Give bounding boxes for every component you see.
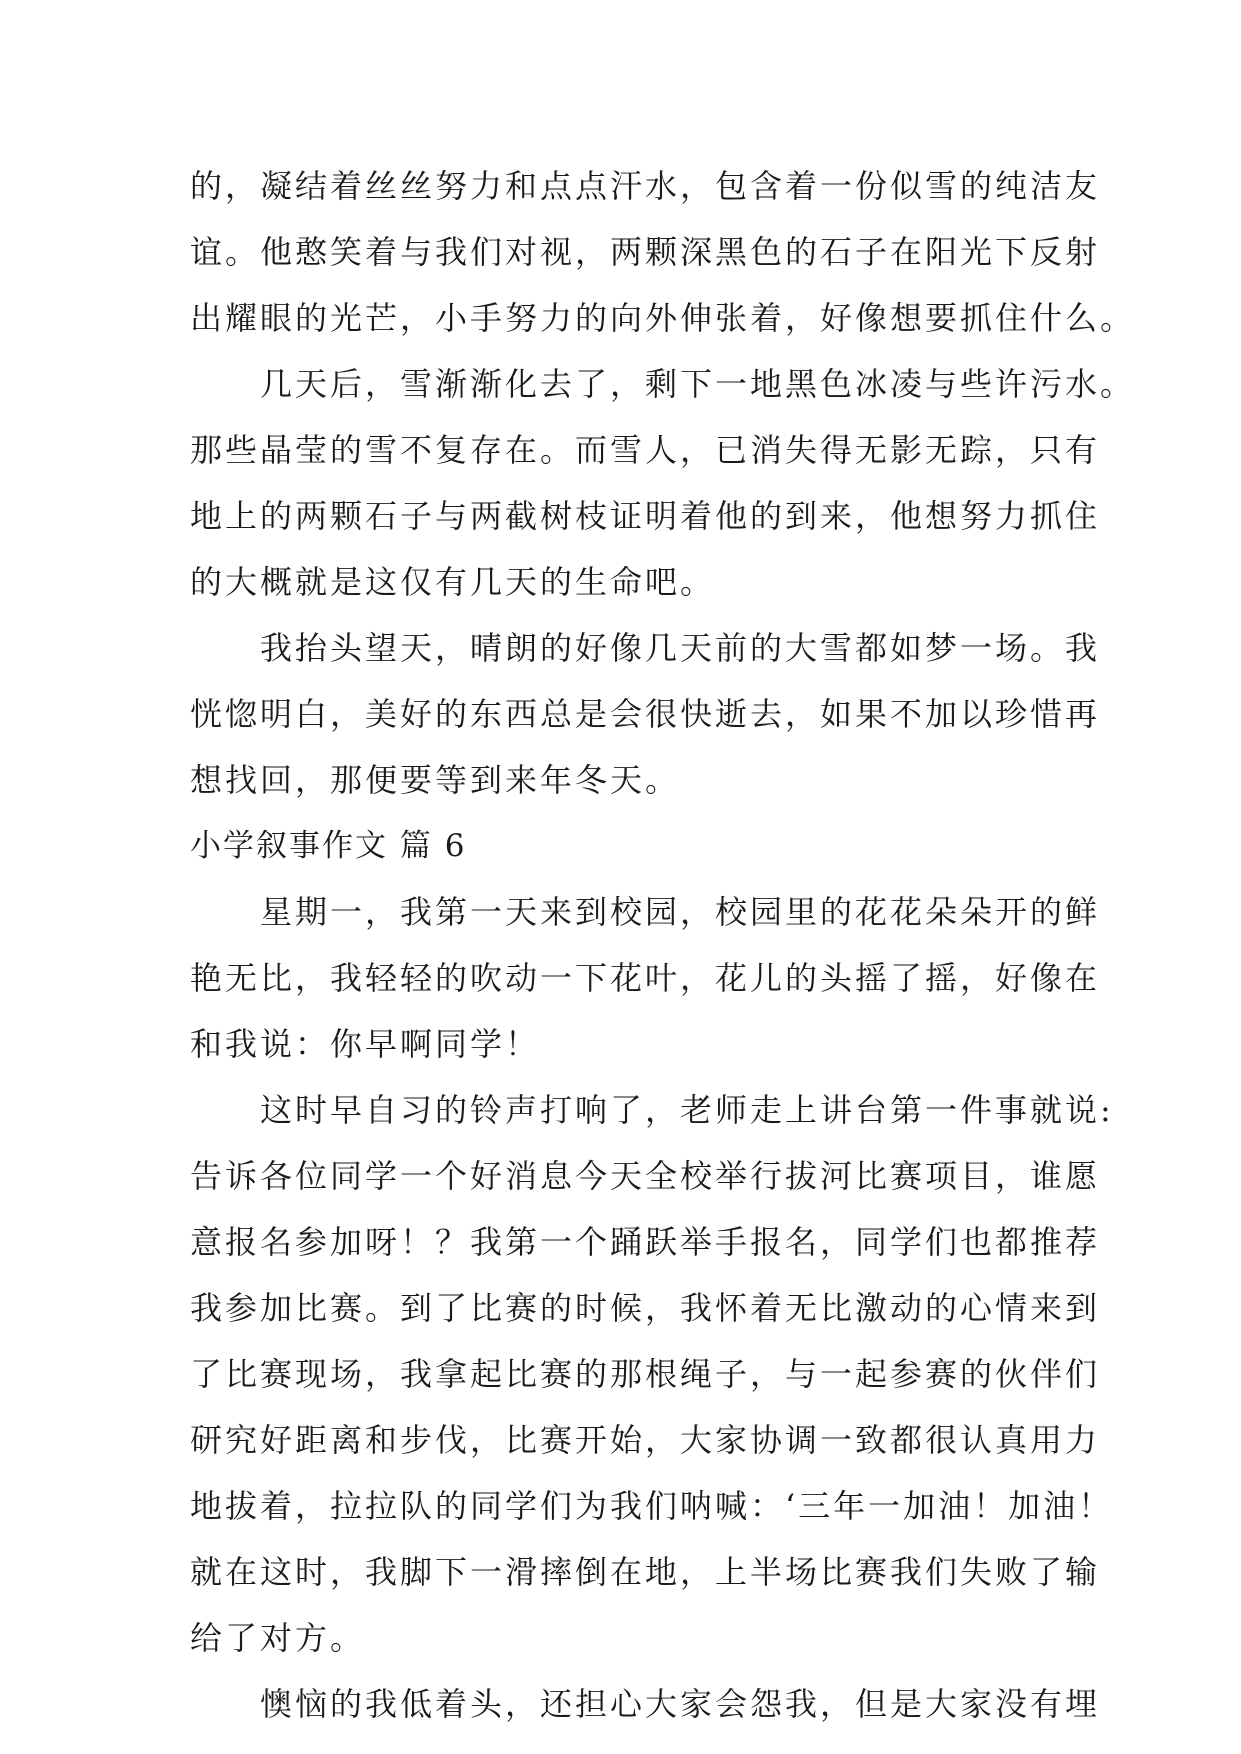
paragraph-start-line: 我抬头望天，晴朗的好像几天前的大雪都如梦一场。我 (260, 629, 1101, 667)
paragraph-start-line: 这时早自习的铃声打响了，老师走上讲台第一件事就说: (260, 1091, 1114, 1129)
text-line: 那些晶莹的雪不复存在。而雪人，已消失得无影无踪，只有 (190, 431, 1101, 469)
text-line: 研究好距离和步伐，比赛开始，大家协调一致都很认真用力 (190, 1421, 1101, 1459)
text-line: 的大概就是这仅有几天的生命吧。 (190, 563, 716, 601)
text-line: 想找回，那便要等到来年冬天。 (190, 761, 681, 799)
document-page (190, 153, 1136, 1737)
text-line: 艳无比，我轻轻的吹动一下花叶，花儿的头摇了摇，好像在 (190, 959, 1101, 997)
text-line: 地拔着，拉拉队的同学们为我们呐喊：‘三年一加油！加油！ (190, 1487, 1114, 1525)
text-line: 了比赛现场，我拿起比赛的那根绳子，与一起参赛的伙伴们 (190, 1355, 1101, 1393)
text-line: 谊。他憨笑着与我们对视，两颗深黑色的石子在阳光下反射 (190, 233, 1101, 271)
text-line: 意报名参加呀！？我第一个踊跃举手报名，同学们也都推荐 (190, 1223, 1101, 1261)
paragraph-start-line: 懊恼的我低着头，还担心大家会怨我，但是大家没有埋 (260, 1685, 1101, 1723)
paragraph-start-line: 星期一，我第一天来到校园，校园里的花花朵朵开的鲜 (260, 893, 1101, 931)
section-heading: 小学叙事作文 篇 6 (190, 828, 467, 864)
paragraph-start-line: 几天后，雪渐渐化去了，剩下一地黑色冰凌与些许污水。 (260, 365, 1136, 403)
text-line: 告诉各位同学一个好消息今天全校举行拔河比赛项目，谁愿 (190, 1157, 1101, 1195)
text-line: 地上的两颗石子与两截树枝证明着他的到来，他想努力抓住 (190, 497, 1101, 535)
text-line: 我参加比赛。到了比赛的时候，我怀着无比激动的心情来到 (190, 1289, 1101, 1327)
text-line: 恍惚明白，美好的东西总是会很快逝去，如果不加以珍惜再 (190, 695, 1101, 733)
text-line: 的，凝结着丝丝努力和点点汗水，包含着一份似雪的纯洁友 (190, 167, 1101, 205)
text-line: 就在这时，我脚下一滑摔倒在地，上半场比赛我们失败了输 (190, 1553, 1101, 1591)
text-line: 和我说：你早啊同学！ (190, 1025, 541, 1063)
text-line: 出耀眼的光芒，小手努力的向外伸张着，好像想要抓住什么。 (190, 299, 1136, 337)
text-line: 给了对方。 (190, 1619, 366, 1657)
